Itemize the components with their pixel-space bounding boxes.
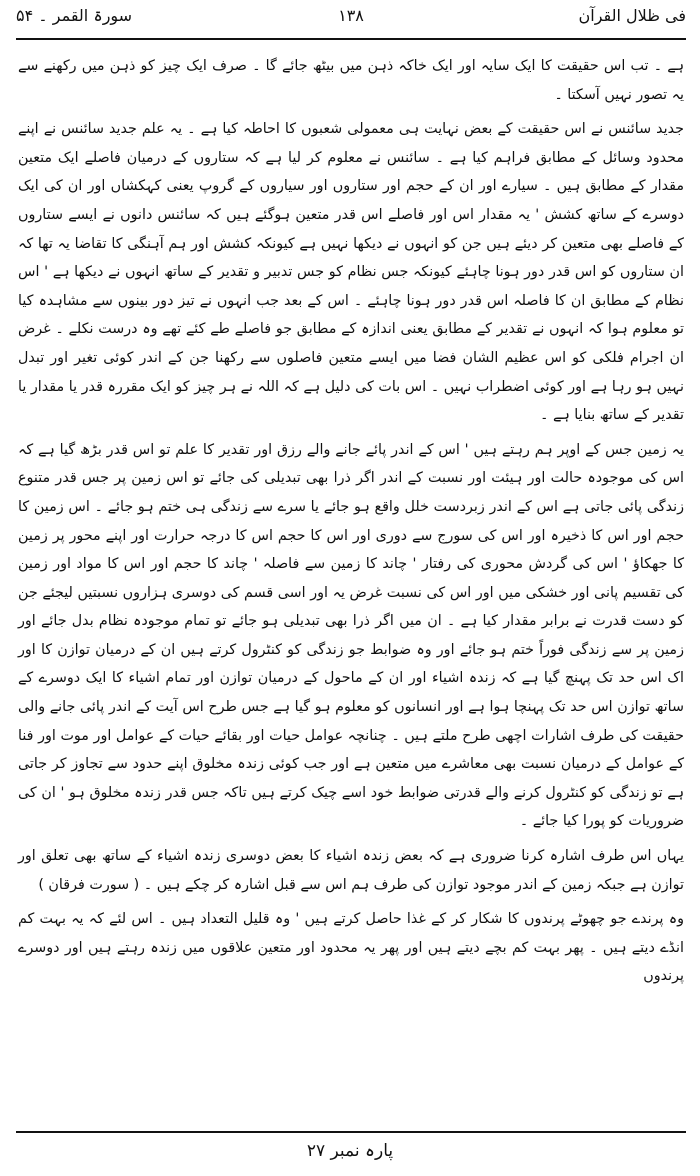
- paragraph-2: جدید سائنس نے اس حقیقت کے بعض نہایت ہی معمولی شعبوں کا احاطہ کیا ہے ۔ یہ علم جدید سائنس نے اپنے محدود وسائل کے مطابق فراہم کیا ہے ۔ سائنس نے معلوم کر لیا ہے کہ ستاروں کے درمیان فاصلے ایک متعین مقدار کے مطابق ہیں ۔ سیارے اور ان کے حجم اور ستاروں اور سیاروں کے گروپ یعنی کہکشاں اور ان کی ایک دوسرے کے ساتھ کشش ' یہ مقدار اس اور فاصلے اس قدر متعین ہوگئے ہیں کہ سائنس دانوں نے ایسے ستاروں کے فاصلے بھی متعین کر دیئے ہیں جن کو انہوں نے دیکھا نہیں ہے کیونکہ کشش اور ہم آہنگی کا تقاضا یہ تھا کہ ان ستاروں کو اس قدر دور ہونا چاہئے کیونکہ جس نظام کو جس تدبیر و تقدیر کے ساتھ انہوں نے دیکھا ہے ' اس نظام کے مطابق ان کا فاصلہ اس قدر دور ہونا چاہئے ۔ اس کے بعد جب انہوں نے تیز دور بینوں سے مشاہدہ کیا تو معلوم ہوا کہ انہوں نے تقدیر کے مطابق یعنی اندازہ کے مطابق جو فاصلے طے کئے تھے وہ درست نکلے ۔ غرض ان اجرام فلکی کو اس عظیم الشان فضا میں ایسے متعین فاصلوں سے رکھنا جن کے اندر کوئی تغیر اور تبدل نہیں ہو رہا ہے اور کوئی اضطراب نہیں ۔ اس بات کی دلیل ہے کہ اللہ نے ہر چیز کو ایک مقررہ قدر یا مقدار یا تقدیر کے ساتھ بنایا ہے ۔: [18, 121, 684, 424]
- book-title: فی ظلال القرآن: [578, 6, 686, 25]
- page-body: [18, 52, 684, 997]
- surah-label: سورۃ القمر ۔ ۵۴: [16, 6, 133, 25]
- page-header: [16, 4, 686, 34]
- paragraph-4: یہاں اس طرف اشارہ کرنا ضروری ہے کہ بعض زندہ اشیاء کا بعض دوسری زندہ اشیاء کے ساتھ بھی تعلق اور توازن ہے جبکہ زمین کے اندر موجود توازن کی طرف ہم اس سے قبل اشارہ کر چکے ہیں ۔ ( سورت فرقان ): [18, 848, 684, 893]
- footer-divider: [16, 1131, 686, 1133]
- page-footer: [0, 1140, 700, 1161]
- para-label: پارہ نمبر ۲۷: [306, 1141, 394, 1161]
- header-divider: [16, 38, 686, 40]
- paragraph-1: ہے ۔ تب اس حقیقت کا ایک سایہ اور ایک خاکہ ذہن میں بیٹھ جائے گا ۔ صرف ایک چیز کو ذہن میں رکھنے سے یہ تصور نہیں آسکتا ۔: [18, 58, 684, 103]
- paragraph-5: وہ پرندے جو چھوٹے پرندوں کا شکار کر کے غذا حاصل کرتے ہیں ' وہ قلیل التعداد ہیں ۔ اس لئے کہ یہ بہت کم انڈے دیتے ہیں ۔ پھر بہت کم بچے دیتے ہیں اور پھر یہ محدود اور متعین علاقوں میں زندہ رہتے ہیں اور دوسرے پرندوں: [18, 911, 684, 985]
- page-number: ۱۳۸: [338, 6, 364, 25]
- paragraph-3: یہ زمین جس کے اوپر ہم رہتے ہیں ' اس کے اندر پائے جانے والے رزق اور تقدیر کا علم تو اس قدر بڑھ گیا ہے کہ اس کی موجودہ حالت اور ہیئت اور نسبت کے اندر اگر ذرا بھی تبدیلی کی جائے تو اس زمین پر جس قدر متنوع زندگی پائی جاتی ہے اس کے اندر زبردست خلل واقع ہو جائے یا سرے سے زندگی ہی ختم ہو جائے ۔ اس زمین کا حجم اور اس کا ذخیرہ اور اس کی سورج سے دوری اور اس کا حجم اس کا درجہ حرارت اور اپنے محور پر زمین کا جھکاؤ ' اس کی گردش محوری کی رفتار ' چاند کا زمین سے فاصلہ ' چاند کا حجم اور اس کا مواد اور زمین کی تقسیم پانی اور خشکی میں اور اس کی نسبت غرض یہ اور اسی قسم کی دوسری ہزاروں نسبتیں لیجئے جن کو دست قدرت نے برابر مقدار کیا ہے ۔ ان میں اگر ذرا بھی تبدیلی ہو جائے تو تمام موجودہ نظام بدل جائے اور زمین پر سے زندگی فوراً ختم ہو جائے اور وہ ضوابط جو زندگی کو کنٹرول کرتے ہیں ان کے درمیان توازن کا اور اک اس حد تک پہنچ گیا ہے کہ زندہ اشیاء اور ان کے ماحول کے درمیان توازن اور تمام اشیاء کا ایک دوسرے کے ساتھ توازن اس حد تک پہنچا ہوا ہے اور انسانوں کو معلوم ہو گیا ہے جس طرح اس آیت کے اندر پائی جانے والی حقیقت کی طرف اشارات اچھی طرح ملتے ہیں ۔ چنانچہ عوامل حیات اور بقائے حیات کے عوامل اور موت اور فنا کے عوامل کے درمیان نسبت بھی معاشرے میں متعین ہے اور جب کوئی زندہ مخلوق اپنے حدود سے تجاوز کر جاتی ہے تو زندگی کو کنٹرول کرنے والے قدرتی ضوابط خود اسے چیک کرتے ہیں تاکہ جس قدر زندہ مخلوق ہو ' ان کی ضروریات کو پورا کیا جائے ۔: [18, 441, 684, 830]
